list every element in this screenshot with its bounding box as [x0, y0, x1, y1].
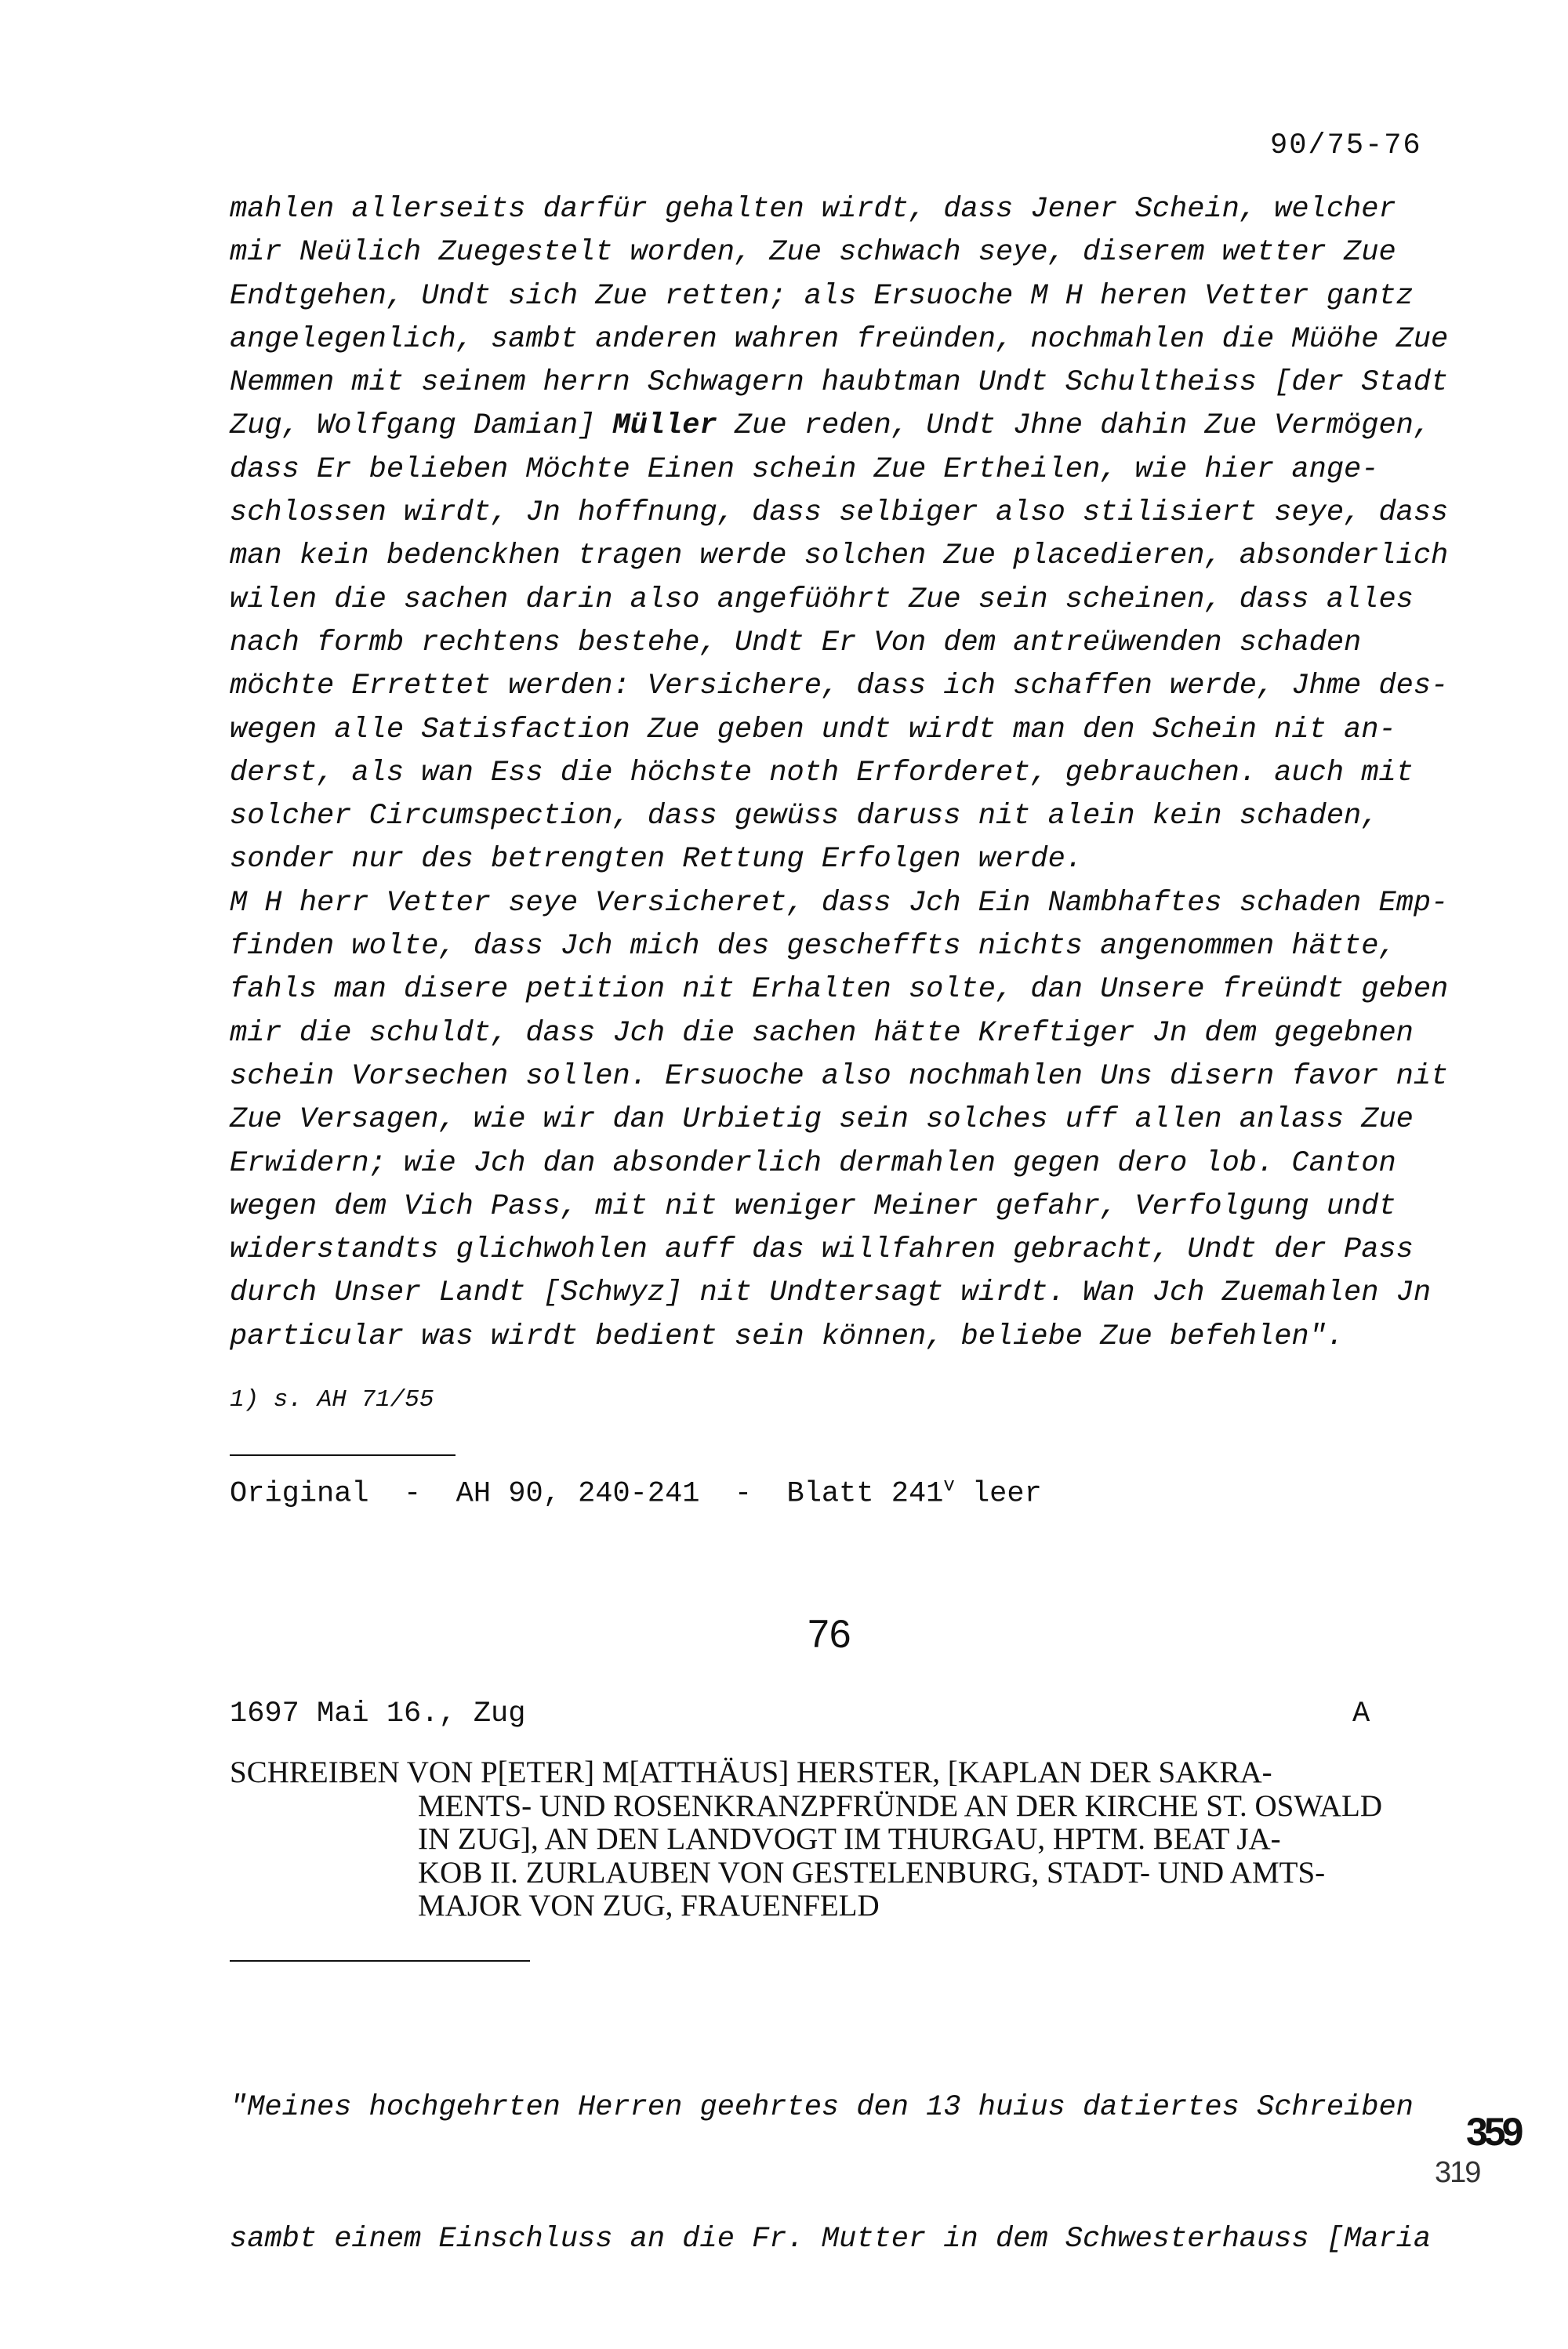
body-text-line: durch Unser Landt [Schwyz] nit Undtersagt wirdt. Wan Jch Zuemahlen Jn [230, 1276, 1432, 1310]
original-source-superscript: v [943, 1476, 955, 1497]
page-reference: 90/75-76 [1270, 129, 1422, 162]
heading-line: MENTS- UND ROSENKRANZPFRÜNDE AN DER KIRCHE ST. OSWALD [418, 1788, 1383, 1823]
body-text-line: schlossen wirdt, Jn hoffnung, dass selbiger also stilisiert seye, dass [230, 496, 1449, 530]
heading-line: MAJOR VON ZUG, FRAUENFELD [418, 1889, 880, 1923]
body-text-line: mir die schuldt, dass Jch die sachen hätte Kreftiger Jn dem gegebnen [230, 1016, 1414, 1050]
body-text-line [230, 405, 1453, 448]
body-text-bold-name: Müller [612, 409, 717, 443]
body-text-line: wegen alle Satisfaction Zue geben undt wirdt man den Schein nit an- [230, 713, 1396, 746]
body-text-line: schein Vorsechen sollen. Ersuoche also nochmahlen Uns disern favor nit [230, 1059, 1449, 1093]
letter-line: "Meines hochgehrten Herren geehrtes den 13 huius datiertes Schreiben [230, 2091, 1414, 2124]
body-text-line: Erwidern; wie Jch dan absonderlich dermahlen gegen dero lob. Canton [230, 1146, 1396, 1180]
letter-start [230, 1998, 1431, 2349]
document-grade: A [1352, 1697, 1370, 1730]
archive-page-stamp: 359 [1466, 2110, 1520, 2154]
body-text-line: wegen dem Vich Pass, mit nit weniger Meiner gefahr, Verfolgung undt [230, 1189, 1396, 1223]
body-text-line: angelegenlich, sambt anderen wahren freünden, nochmahlen die Müöhe Zue [230, 322, 1449, 356]
body-text-segment: Zug, Wolfgang Damian] [230, 409, 613, 443]
body-text-line: mahlen allerseits darfür gehalten wirdt, dass Jener Schein, welcher [230, 193, 1396, 226]
letter-line: sambt einem Einschluss an die Fr. Mutter in dem Schwesterhauss [Maria [230, 2223, 1432, 2256]
body-text-line: möchte Errettet werden: Versichere, dass ich schaffen werde, Jhme des- [230, 670, 1449, 703]
original-source-note [230, 1476, 1042, 1510]
body-text-line: finden wolte, dass Jch mich des gescheffts nichts angenommen hätte, [230, 930, 1396, 964]
body-text-line: derst, als wan Ess die höchste noth Erforderet, gebrauchen. auch mit [230, 756, 1414, 790]
body-text-line: man kein bedenckhen tragen werde solchen Zue placedieren, absonderlich [230, 539, 1449, 573]
separator-rule [230, 1454, 456, 1456]
body-text-line: particular was wirdt bedient sein können, beliebe Zue befehlen". [230, 1320, 1345, 1353]
body-text-line: widerstandts glichwohlen auff das willfahren gebracht, Undt der Pass [230, 1233, 1414, 1267]
body-text-line: solcher Circumspection, dass gewüss daruss nit alein kein schaden, [230, 800, 1379, 833]
original-source-tail: leer [954, 1477, 1042, 1511]
original-source-text: Original - AH 90, 240-241 - Blatt 241 [230, 1477, 944, 1511]
heading-line: SCHREIBEN VON P[ETER] M[ATTHÄUS] HERSTER, [KAPLAN DER SAKRA- [230, 1755, 1272, 1789]
body-text-line: sonder nur des betrengten Rettung Erfolgen werde. [230, 843, 1083, 877]
body-text-line: Zue Versagen, wie wir dan Urbietig sein solches uff allen anlass Zue [230, 1103, 1414, 1137]
document-heading [230, 1756, 1468, 1923]
body-text-line: mir Neülich Zuegestelt worden, Zue schwach seye, diserem wetter Zue [230, 236, 1396, 270]
body-text-line: dass Er belieben Möchte Einen schein Zue Ertheilen, wie hier ange- [230, 452, 1379, 486]
heading-line: IN ZUG], AN DEN LANDVOGT IM THURGAU, HPTM. BEAT JA- [418, 1822, 1281, 1857]
heading-line: KOB II. ZURLAUBEN VON GESTELENBURG, STADT- UND AMTS- [418, 1855, 1326, 1890]
heading-separator-rule [230, 1960, 530, 1962]
body-text-line: fahls man disere petition nit Erhalten solte, dan Unsere freündt geben [230, 973, 1449, 1007]
footnote: 1) s. AH 71/55 [230, 1386, 434, 1414]
document-number: 76 [808, 1612, 851, 1656]
body-text-line: Endtgehen, Undt sich Zue retten; als Ersuoche M H heren Vetter gantz [230, 279, 1414, 313]
body-text-line: nach formb rechtens bestehe, Undt Er Von dem antreüwenden schaden [230, 626, 1362, 659]
body-text-segment: Zue reden, Undt Jhne dahin Zue Vermögen, [717, 409, 1432, 443]
body-text-line: M H herr Vetter seye Versicheret, dass Jch Ein Nambhaftes schaden Emp- [230, 886, 1449, 920]
letter-body-text [230, 188, 1453, 1359]
archive-page-stamp-small: 319 [1435, 2156, 1480, 2189]
date-place: 1697 Mai 16., Zug [230, 1697, 526, 1730]
body-text-line: Nemmen mit seinem herrn Schwagern haubtman Undt Schultheiss [der Stadt [230, 366, 1449, 400]
body-text-line: wilen die sachen darin also angefüöhrt Zue sein scheinen, dass alles [230, 583, 1414, 616]
